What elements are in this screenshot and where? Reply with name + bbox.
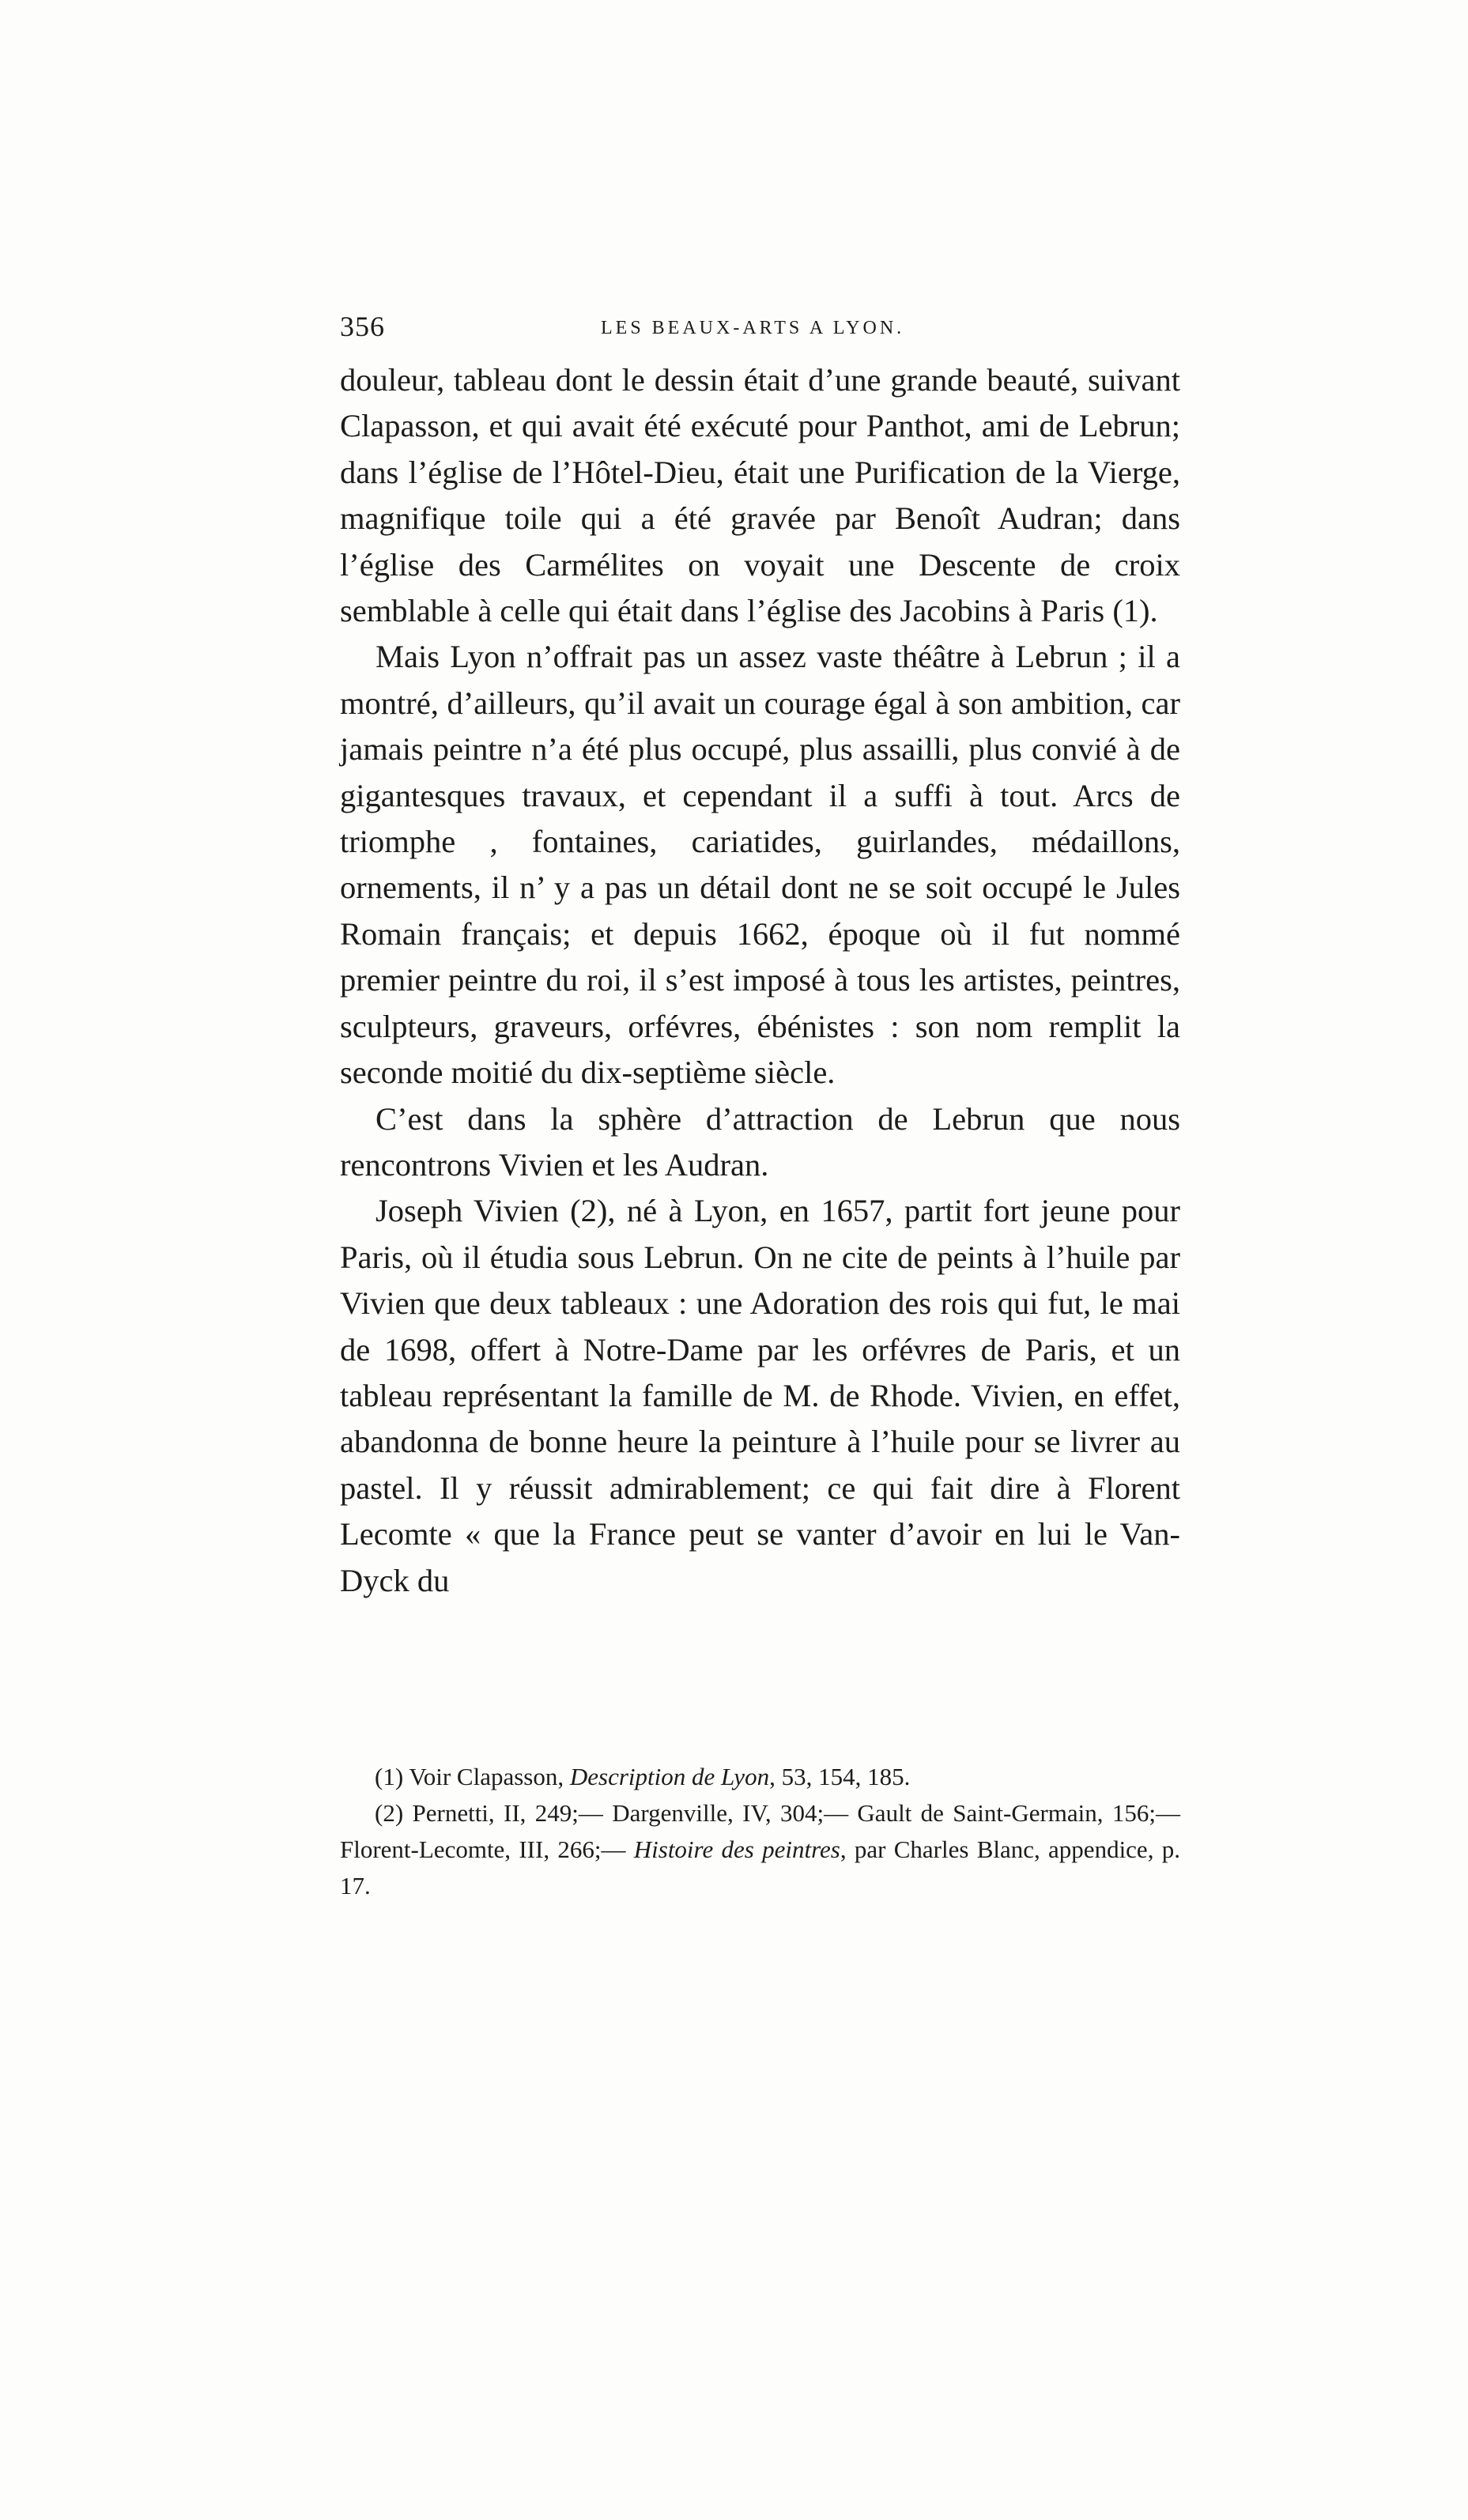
page-header bbox=[340, 310, 1178, 357]
paragraph-1: douleur, tableau dont le dessin était d’une grande beauté, suivant Clapasson, et qui avait été exécuté pour Panthot, ami de Lebrun; dans l’église de l’Hôtel-Dieu, était une Purification de la Vierge, magnifique toile qui a été gravée par Benoît Audran; dans l’église des Carmélites on voyait une Descente de croix semblable à celle qui était dans l’église des Jacobins à Paris (1). bbox=[340, 362, 1180, 629]
footnote-2-ref: , par Charles Blanc, appendice, p. 17. bbox=[340, 1835, 1180, 1899]
footnote-1-ref: , 53, 154, 185. bbox=[769, 1763, 911, 1790]
footnote-1-title: Description de Lyon bbox=[569, 1763, 770, 1790]
footnote-2-title: Histoire des peintres bbox=[633, 1835, 840, 1863]
page-number: 356 bbox=[340, 311, 385, 342]
footnotes bbox=[340, 1759, 1180, 1904]
footnote-2 bbox=[340, 1795, 1180, 1904]
footnote-1 bbox=[340, 1759, 1180, 1795]
body-text bbox=[340, 357, 1180, 1604]
paragraph-2: Mais Lyon n’offrait pas un assez vaste théâtre à Lebrun ; il a montré, d’ailleurs, qu’il avait un courage égal à son ambition, car jamais peintre n’a été plus occupé, plus assailli, plus convié à de gigantesques travaux, et cependant il a suffi à tout. Arcs de triomphe , fontaines, cariatides, guirlandes, médaillons, ornements, il n’ y a pas un détail dont ne se soit occupé le Jules Romain français; et depuis 1662, époque où il fut nommé premier peintre du roi, il s’est imposé à tous les artistes, peintres, sculpteurs, graveurs, orfévres, ébénistes : son nom remplit la seconde moitié du dix-septième siècle. bbox=[340, 639, 1180, 1091]
paragraph-4: Joseph Vivien (2), né à Lyon, en 1657, partit fort jeune pour Paris, où il étudia sous Lebrun. On ne cite de peints à l’huile par Vivien que deux tableaux : une Adoration des rois qui fut, le mai de 1698, offert à Notre-Dame par les orfévres de Paris, et un tableau représentant la famille de M. de Rhode. Vivien, en effet, abandonna de bonne heure la peinture à l’huile pour se livrer au pastel. Il y réussit admirablement; ce qui fait dire à Florent Lecomte « que la France peut se vanter d’avoir en lui le Van-Dyck du bbox=[340, 1193, 1180, 1598]
footnote-1-text: (1) Voir Clapasson, bbox=[375, 1763, 570, 1790]
paragraph-3: C’est dans la sphère d’attraction de Lebrun que nous rencontrons Vivien et les Audran. bbox=[340, 1100, 1180, 1183]
running-head: LES BEAUX-ARTS A LYON. bbox=[601, 318, 905, 338]
footnote-2-text: (2) Pernetti, II, 249;— Dargenville, IV, 304;— Gault de Saint-Germain, 156;— Florent-Lecomte, III, 266;— bbox=[340, 1799, 1180, 1863]
